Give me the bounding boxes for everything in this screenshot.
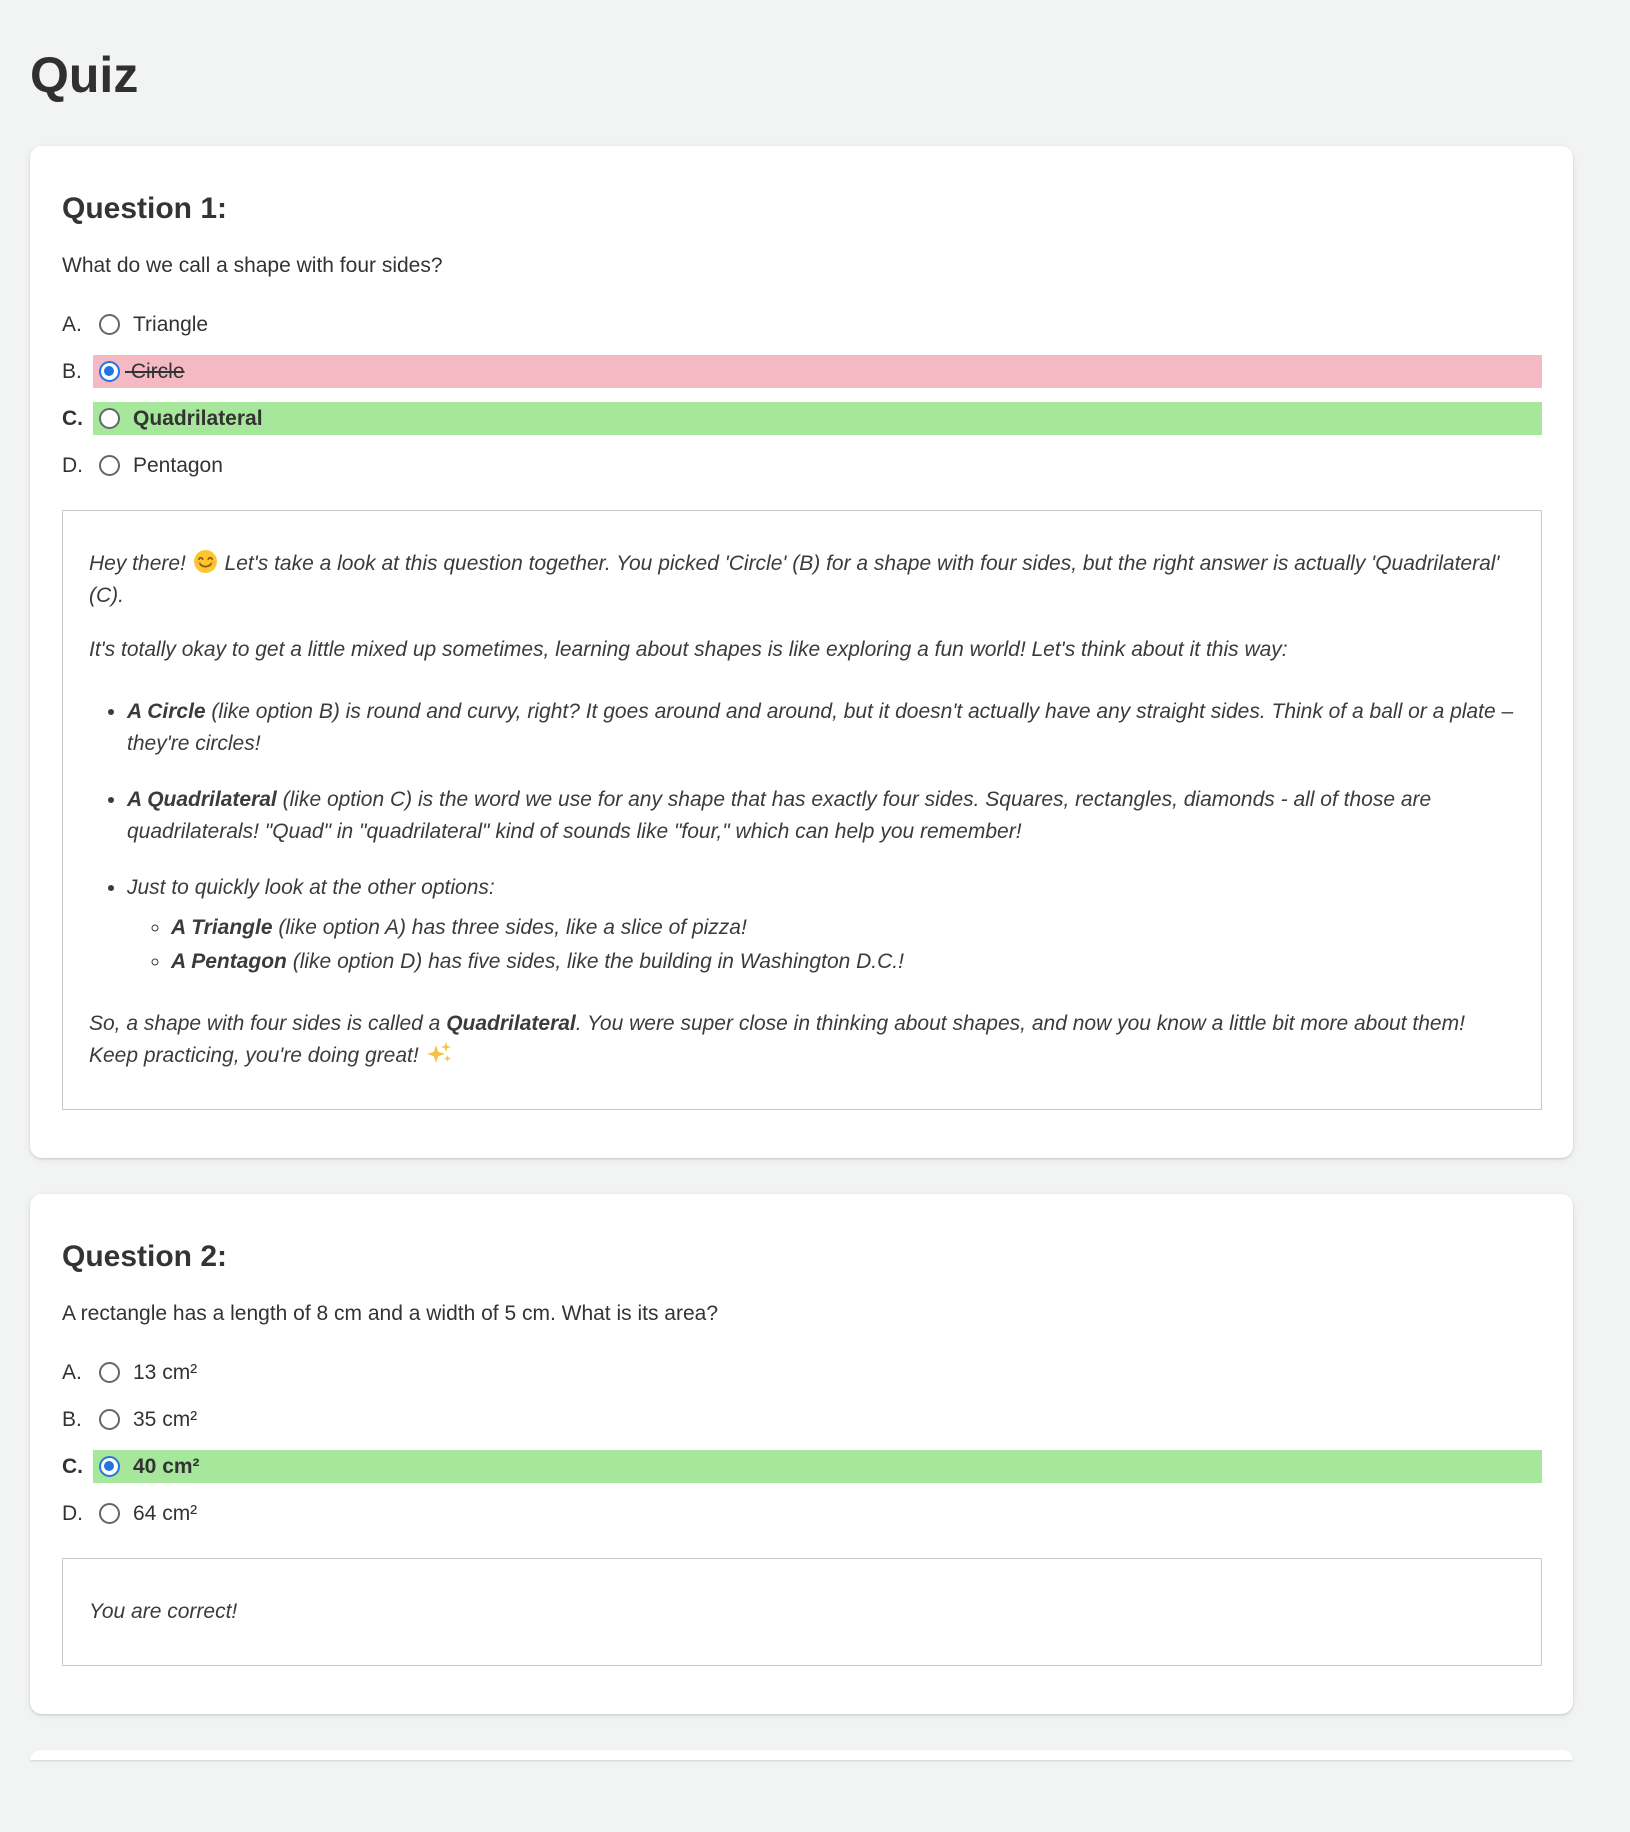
option-text: Pentagon: [133, 453, 223, 477]
option-label[interactable]: [93, 308, 1542, 341]
quiz-page: [30, 0, 1573, 1760]
option-row-a[interactable]: [62, 1356, 1542, 1389]
option-label[interactable]: [93, 1403, 1542, 1436]
option-letter: A.: [62, 312, 82, 336]
option-letter: D.: [62, 1501, 83, 1525]
sparkles-emoji-icon: [426, 1041, 453, 1066]
option-label[interactable]: [93, 1450, 1542, 1483]
option-row-b[interactable]: [62, 1403, 1542, 1436]
radio-button-selected[interactable]: [99, 1456, 120, 1477]
option-label[interactable]: [93, 1356, 1542, 1389]
option-text: 13 cm²: [133, 1360, 198, 1384]
option-label[interactable]: [93, 355, 1542, 388]
radio-button[interactable]: [99, 1362, 120, 1383]
feedback-bullet: • Just to quickly look at the other options: ◦ A Triangle (like option A) has three sides, like a slice of pizza! ◦ A Pentagon (like option D) has five sides, like the building in Washington D.C.!: [127, 872, 1515, 978]
option-letter: B.: [62, 1407, 82, 1431]
option-letter: C.: [62, 406, 83, 430]
option-letter: A.: [62, 1360, 82, 1384]
radio-button[interactable]: [99, 1503, 120, 1524]
feedback-paragraph: It's totally okay to get a little mixed up sometimes, learning about shapes is like exploring a fun world! Let's think about it this way:: [89, 638, 1288, 661]
option-label[interactable]: [93, 1497, 1542, 1530]
page-title: Quiz: [30, 47, 139, 103]
option-row-c[interactable]: [62, 1450, 1542, 1483]
radio-button-selected[interactable]: [99, 361, 120, 382]
option-text: Quadrilateral: [133, 406, 263, 430]
feedback-box: [62, 510, 1542, 1110]
question-2-heading: Question 2:: [62, 1240, 228, 1273]
option-text: 40 cm²: [133, 1454, 200, 1478]
question-2-prompt: A rectangle has a length of 8 cm and a width of 5 cm. What is its area?: [62, 1302, 719, 1325]
option-label[interactable]: [93, 402, 1542, 435]
option-letter: C.: [62, 1454, 83, 1478]
radio-button[interactable]: [99, 1409, 120, 1430]
feedback-sub-list: [127, 912, 1515, 978]
feedback-sub-bullet: ◦ A Pentagon (like option D) has five sides, like the building in Washington D.C.!: [171, 946, 1515, 978]
radio-button[interactable]: [99, 455, 120, 476]
feedback-content: [89, 1596, 1515, 1628]
option-label[interactable]: [93, 449, 1542, 482]
question-3-card-partial: [30, 1750, 1573, 1760]
question-1-card: [30, 146, 1573, 1158]
feedback-paragraph: So, a shape with four sides is called a Quadrilateral. You were super close in thinking about shapes, and now you know a little bit more about them! Keep practicing, you're doing great!: [89, 1012, 1465, 1067]
option-row-a[interactable]: [62, 308, 1542, 341]
option-letter: D.: [62, 453, 83, 477]
radio-button[interactable]: [99, 408, 120, 429]
question-2-options: [62, 1356, 1542, 1530]
feedback-list: [89, 696, 1515, 978]
question-2-card: [30, 1194, 1573, 1714]
feedback-sub-bullet: ◦ A Triangle (like option A) has three sides, like a slice of pizza!: [171, 912, 1515, 944]
feedback-content: [89, 548, 1515, 1072]
question-1-heading: Question 1:: [62, 192, 228, 225]
question-1-prompt: What do we call a shape with four sides?: [62, 254, 443, 277]
option-row-d[interactable]: [62, 1497, 1542, 1530]
option-text: 64 cm²: [133, 1501, 198, 1525]
feedback-paragraph: Hey there! Let's take a look at this question together. You picked 'Circle' (B) for a shape with four sides, but the right answer is actually 'Quadrilateral' (C).: [89, 548, 1515, 612]
option-text: Triangle: [133, 312, 209, 336]
option-row-d[interactable]: [62, 449, 1542, 482]
radio-button[interactable]: [99, 314, 120, 335]
feedback-box: [62, 1558, 1542, 1666]
option-row-c[interactable]: [62, 402, 1542, 435]
question-1-options: [62, 308, 1542, 482]
feedback-bullet: • A Circle (like option B) is round and curvy, right? It goes around and around, but it doesn't actually have any straight sides. Think of a ball or a plate – they're circles!: [127, 696, 1515, 760]
smiling-face-emoji-icon: [193, 549, 218, 574]
feedback-paragraph: You are correct!: [89, 1600, 238, 1623]
option-text: 35 cm²: [133, 1407, 198, 1431]
option-letter: B.: [62, 359, 82, 383]
feedback-bullet: • A Quadrilateral (like option C) is the word we use for any shape that has exactly four sides. Squares, rectangles, diamonds - all of those are quadrilaterals! "Quad" in "quadrilateral" kind of sounds like "four," which can help you remember!: [127, 784, 1515, 848]
option-row-b[interactable]: [62, 355, 1542, 388]
option-text: Circle: [130, 359, 185, 383]
